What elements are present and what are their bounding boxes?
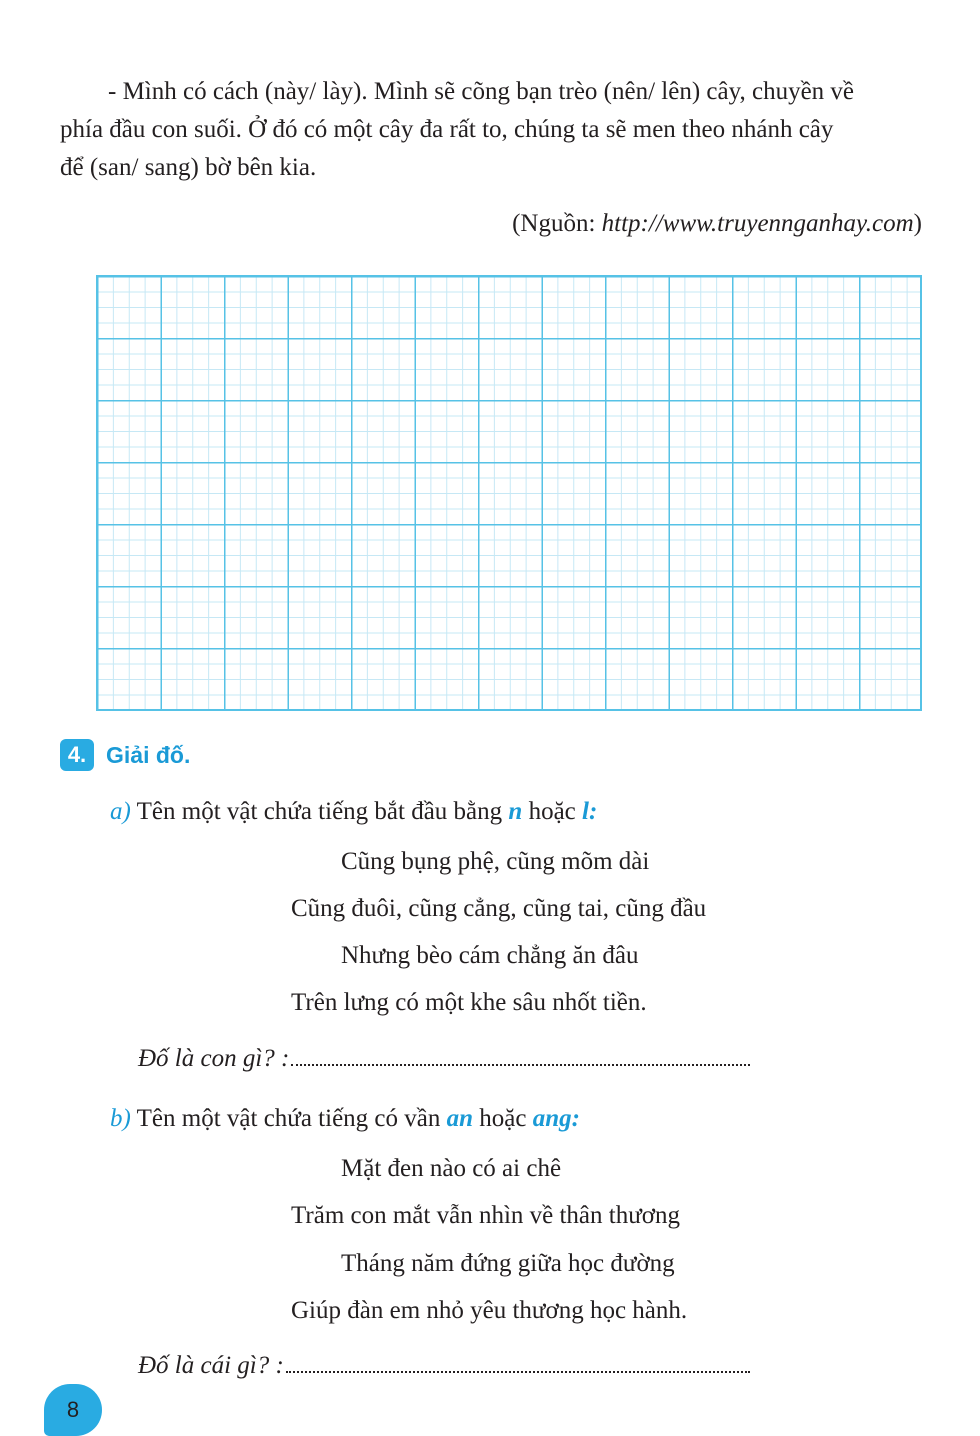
poem-b-line-2: Trăm con mắt vẫn nhìn về thân thương [291,1202,680,1229]
question-a-label: a) [110,798,131,825]
question-b-text: Tên một vật chứa tiếng có vần [136,1105,441,1132]
answer-a-prompt: Đố là con gì? : [138,1045,290,1072]
question-b [110,1102,580,1136]
source-prefix: (Nguồn: [512,210,602,237]
question-b-key1: an [446,1105,474,1132]
question-b-label: b) [110,1105,131,1132]
passage-line-3: để (san/ sang) bờ bên kia. [60,154,317,181]
answer-a-dotted-line[interactable] [291,1040,750,1066]
question-b-conj: hoặc [479,1105,527,1132]
section-number-badge: 4. [60,739,94,771]
writing-grid[interactable] [96,275,922,711]
passage-line-1: - Mình có cách (này/ lày). Mình sẽ cõng bạn trèo (nên/ lên) cây, chuyền về [108,78,855,105]
section-4-heading [60,738,190,772]
question-a-conj: hoặc [528,798,576,825]
story-passage [60,73,922,187]
poem-b-line-4: Giúp đàn em nhỏ yêu thương học hành. [291,1297,688,1324]
answer-b-dotted-line[interactable] [286,1347,750,1373]
poem-a-line-2: Cũng đuôi, cũng cẳng, cũng tai, cũng đầu [291,895,707,922]
answer-b-prompt: Đố là cái gì? : [138,1352,284,1379]
question-a [110,795,597,829]
source-suffix: ) [913,210,922,237]
poem-a-line-1: Cũng bụng phệ, cũng mõm dài [341,848,650,875]
page-number-badge: 8 [44,1384,102,1436]
poem-b-line-1: Mặt đen nào có ai chê [341,1155,562,1182]
poem-b-line-3: Tháng năm đứng giữa học đường [341,1250,675,1277]
source-url: http://www.truyennganhay.com [601,210,914,237]
question-a-text: Tên một vật chứa tiếng bắt đầu bằng [136,798,503,825]
section-title: Giải đố. [106,741,191,768]
question-a-key2: l: [582,798,598,825]
answer-b[interactable] [138,1347,750,1383]
answer-a[interactable] [138,1040,750,1076]
passage-line-2: phía đầu con suối. Ở đó có một cây đa rất to, chúng ta sẽ men theo nhánh cây [60,116,834,143]
poem-a-line-3: Nhưng bèo cám chẳng ăn đâu [341,942,639,969]
question-a-key1: n [508,798,523,825]
question-b-key2: ang: [532,1105,580,1132]
poem-a-line-4: Trên lưng có một khe sâu nhốt tiền. [291,989,647,1016]
source-citation [512,205,922,243]
